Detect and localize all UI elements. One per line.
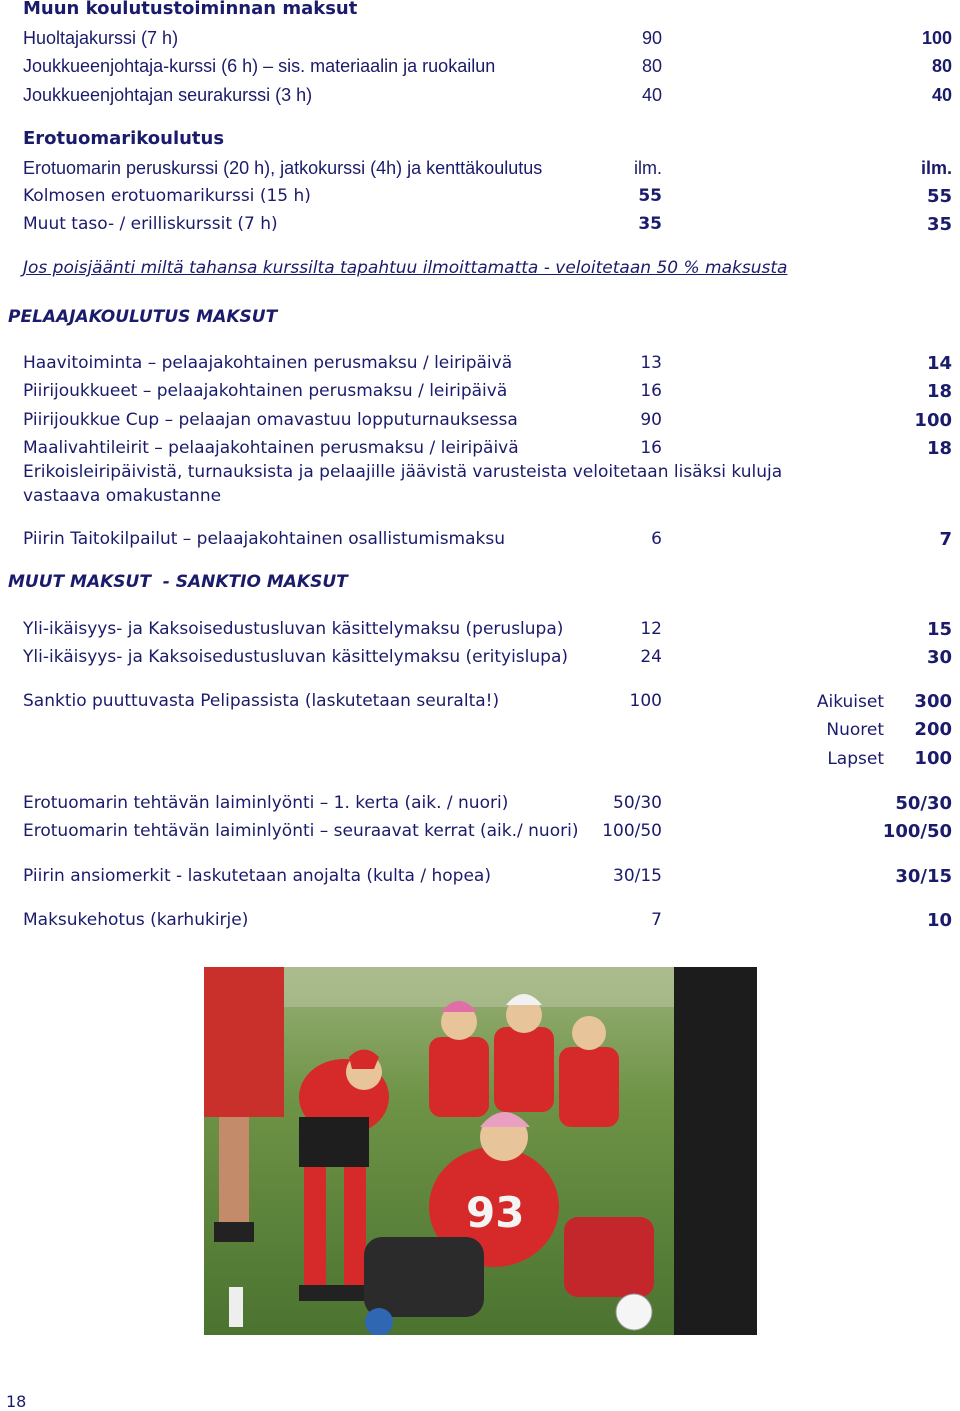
fee-new: ilm. bbox=[920, 158, 952, 178]
fee-old: 16 bbox=[640, 438, 662, 458]
team-photo bbox=[204, 967, 757, 1335]
fee-label: Joukkueenjohtaja-kurssi (6 h) – sis. materiaalin ja ruokailun bbox=[23, 56, 496, 76]
sanction-category-label: Aikuiset bbox=[816, 692, 884, 712]
absence-note: Jos poisjäänti miltä tahansa kurssilta tapahtuu ilmoittamatta - veloitetaan 50 % maksusta bbox=[23, 258, 788, 278]
team-photo-illustration bbox=[204, 967, 757, 1335]
fee-label: Sanktio puuttuvasta Pelipassista (laskutetaan seuralta!) bbox=[23, 691, 500, 711]
fee-row bbox=[0, 353, 960, 375]
fee-old: 80 bbox=[641, 56, 662, 76]
fee-row bbox=[0, 619, 960, 641]
fee-row bbox=[0, 910, 960, 932]
fee-new: 30/15 bbox=[895, 866, 952, 887]
fee-old: 6 bbox=[651, 529, 662, 549]
extra-costs-note: Erikoisleiripäivistä, turnauksista ja pelaajille jäävistä varusteista veloitetaan lisäksi kuluja vastaava omakustanne bbox=[23, 462, 783, 506]
fee-old: 16 bbox=[640, 381, 662, 401]
fee-row bbox=[0, 28, 960, 50]
fee-row bbox=[0, 56, 960, 78]
fee-old: 55 bbox=[638, 186, 662, 206]
section-title-player: PELAAJAKOULUTUS MAKSUT bbox=[8, 307, 278, 327]
fee-new: 30 bbox=[926, 647, 952, 668]
fee-row bbox=[0, 410, 960, 432]
section-title-training-fees: Muun koulutustoiminnan maksut bbox=[23, 0, 358, 19]
fee-new: 18 bbox=[926, 381, 952, 402]
fee-new: 50/30 bbox=[895, 793, 952, 814]
fee-label: Kolmosen erotuomarikurssi (15 h) bbox=[23, 186, 311, 206]
fee-new: 18 bbox=[926, 438, 952, 459]
fee-new: 15 bbox=[926, 619, 952, 640]
sanction-category-value: 200 bbox=[914, 719, 952, 740]
fee-row bbox=[0, 214, 960, 236]
page-number: 18 bbox=[6, 1392, 27, 1411]
fee-label: Joukkueenjohtajan seurakurssi (3 h) bbox=[23, 85, 313, 105]
fee-new: 100 bbox=[921, 28, 952, 48]
fee-row bbox=[0, 438, 960, 460]
fee-label: Maalivahtileirit – pelaajakohtainen perusmaksu / leiripäivä bbox=[23, 438, 519, 458]
sanction-category-label: Nuoret bbox=[826, 720, 884, 740]
fee-label: Muut taso- / erilliskurssit (7 h) bbox=[23, 214, 278, 234]
fee-old: 30/15 bbox=[613, 866, 662, 886]
fee-row bbox=[0, 85, 960, 107]
fee-new: 14 bbox=[926, 353, 952, 374]
fee-label: Erotuomarin peruskurssi (20 h), jatkokurssi (4h) ja kenttäkoulutus bbox=[23, 158, 543, 178]
fee-new: 100 bbox=[914, 410, 952, 431]
fee-label: Piirijoukkueet – pelaajakohtainen perusmaksu / leiripäivä bbox=[23, 381, 508, 401]
fee-old: 50/30 bbox=[613, 793, 662, 813]
fee-old: 100 bbox=[629, 691, 662, 711]
fee-label: Huoltajakurssi (7 h) bbox=[23, 28, 179, 48]
fee-label: Piirijoukkue Cup – pelaajan omavastuu lopputurnauksessa bbox=[23, 410, 518, 430]
fee-new: 7 bbox=[939, 529, 952, 550]
fee-row bbox=[0, 866, 960, 888]
fee-label: Haavitoiminta – pelaajakohtainen perusmaksu / leiripäivä bbox=[23, 353, 513, 373]
fee-new: 35 bbox=[926, 214, 952, 235]
fee-old: 13 bbox=[640, 353, 662, 373]
fee-label: Maksukehotus (karhukirje) bbox=[23, 910, 249, 930]
fee-label: Piirin Taitokilpailut – pelaajakohtainen osallistumismaksu bbox=[23, 529, 506, 549]
fee-new: 55 bbox=[926, 186, 952, 207]
fee-old: 35 bbox=[638, 214, 662, 234]
fee-label: Erotuomarin tehtävän laiminlyönti – seuraavat kerrat (aik./ nuori) bbox=[23, 821, 579, 841]
fee-old: 90 bbox=[641, 28, 662, 48]
fee-label: Erotuomarin tehtävän laiminlyönti – 1. kerta (aik. / nuori) bbox=[23, 793, 509, 813]
fee-row bbox=[0, 381, 960, 403]
fee-row bbox=[0, 793, 960, 815]
section-title-other: MUUT MAKSUT - SANKTIO MAKSUT bbox=[8, 572, 348, 592]
fee-old: 100/50 bbox=[602, 821, 662, 841]
fee-new: 40 bbox=[931, 85, 952, 105]
fee-old: 40 bbox=[641, 85, 662, 105]
fee-new: 10 bbox=[926, 910, 952, 931]
fee-label: Piirin ansiomerkit - laskutetaan anojalta (kulta / hopea) bbox=[23, 866, 491, 886]
fee-new: 100/50 bbox=[882, 821, 952, 842]
svg-text:93: 93 bbox=[466, 1188, 525, 1237]
fee-old: 7 bbox=[651, 910, 662, 930]
fee-label: Yli-ikäisyys- ja Kaksoisedustusluvan käsittelymaksu (peruslupa) bbox=[23, 619, 564, 639]
fee-new: 80 bbox=[931, 56, 952, 76]
fee-old: 90 bbox=[640, 410, 662, 430]
fee-old: ilm. bbox=[634, 158, 662, 178]
fee-row bbox=[0, 186, 960, 208]
sanction-category-value: 300 bbox=[914, 691, 952, 712]
fee-label: Yli-ikäisyys- ja Kaksoisedustusluvan käsittelymaksu (erityislupa) bbox=[23, 647, 568, 667]
fee-row bbox=[0, 821, 960, 843]
fee-old: 24 bbox=[640, 647, 662, 667]
fee-row bbox=[0, 647, 960, 669]
fee-row bbox=[0, 158, 960, 180]
sanction-category-value: 100 bbox=[914, 748, 952, 769]
section-title-referee: Erotuomarikoulutus bbox=[23, 128, 225, 149]
fee-old: 12 bbox=[640, 619, 662, 639]
sanction-category-label: Lapset bbox=[827, 749, 884, 769]
fee-row bbox=[0, 529, 960, 551]
